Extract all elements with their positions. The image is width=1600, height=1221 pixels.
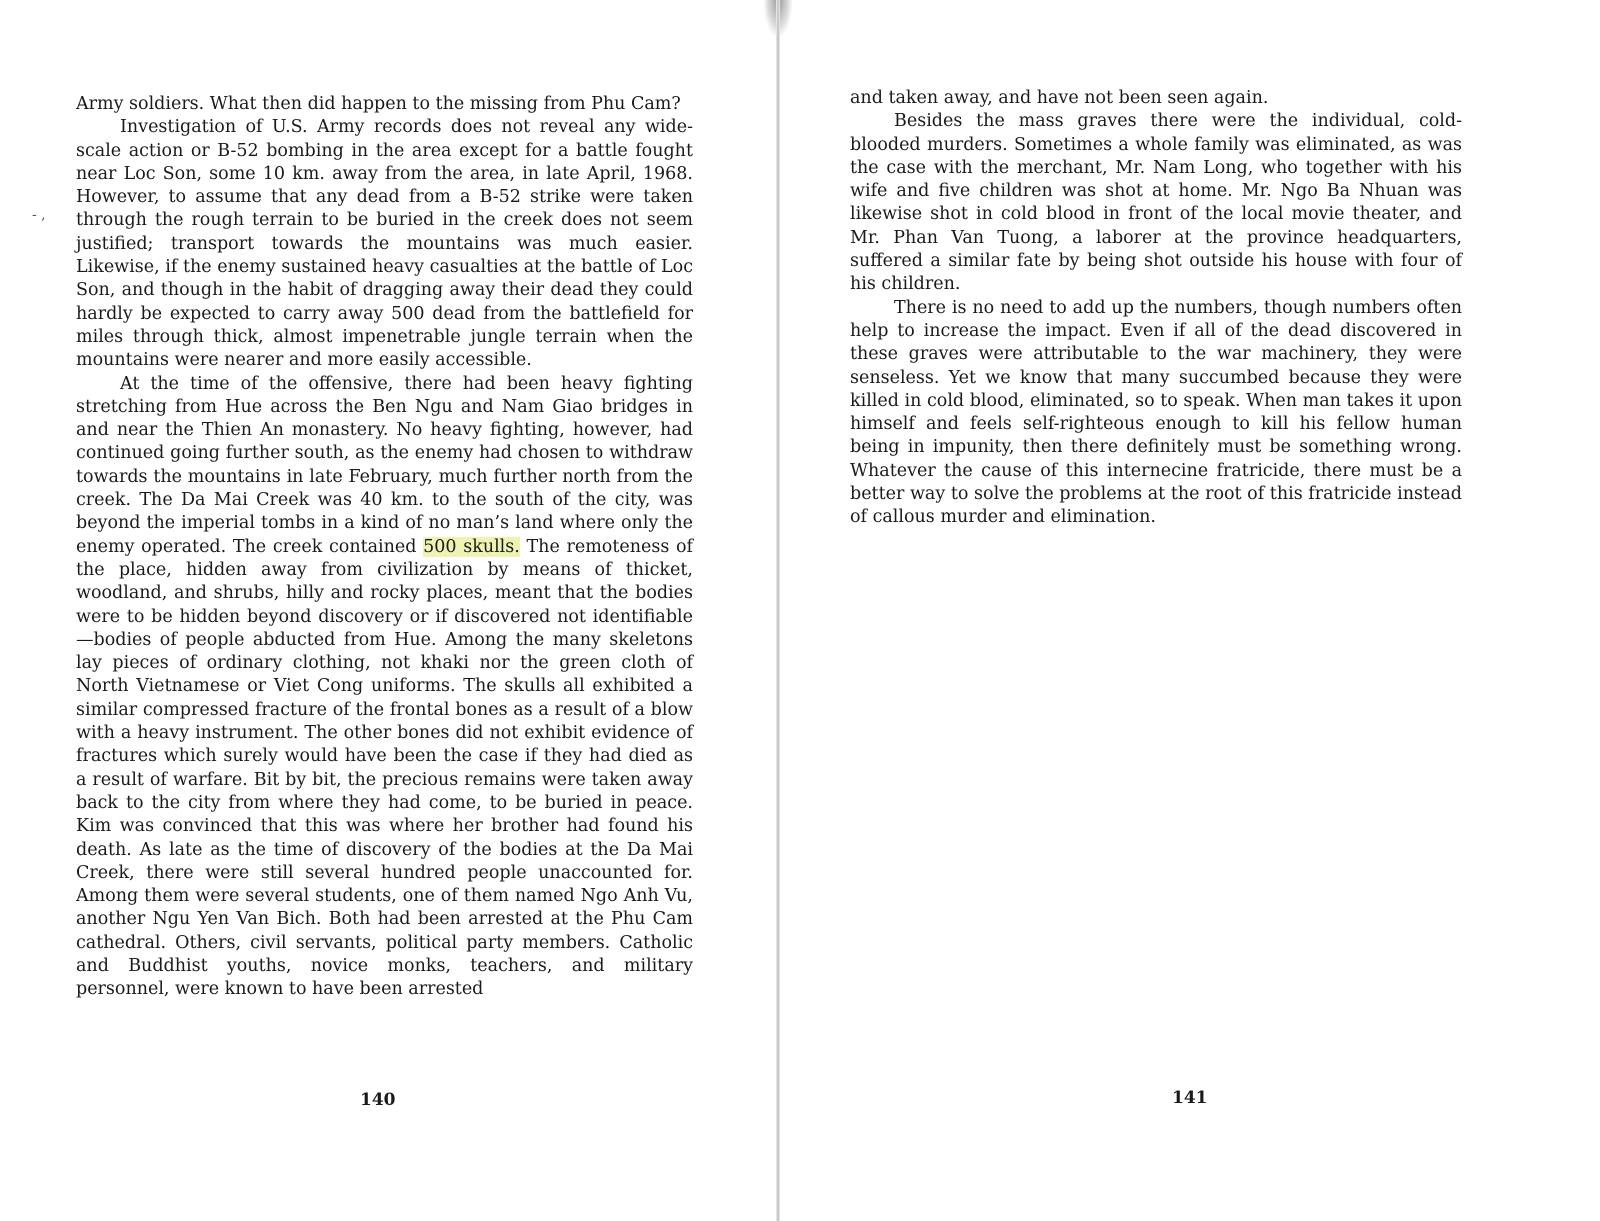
page-number-left: 140 <box>360 1090 396 1110</box>
right-paragraph-1: and taken away, and have not been seen again. <box>850 88 1269 108</box>
margin-mark: - , <box>32 207 46 223</box>
right-page <box>780 0 1600 1221</box>
right-page-text <box>850 87 1462 530</box>
left-page <box>0 0 780 1221</box>
page-number-right: 141 <box>1172 1088 1208 1108</box>
right-paragraph-3: There is no need to add up the numbers, though numbers often help to increase the impact. Even if all of the dead discovered in these graves were attributable to the war machinery, they were senseless. Yet we know that many succumbed because they were killed in cold blood, eliminated, so to speak. When man takes it upon himself and feels self-righteous enough to kill his fellow human being in impunity, then there definitely must be something wrong. Whatever the cause of this internecine fratricide, there must be a better way to solve the problems at the root of this fratricide instead of callous murder and elimination. <box>850 297 1462 528</box>
left-paragraph-3 <box>76 373 693 1002</box>
left-page-text <box>76 93 693 1002</box>
left-paragraph-3-end: The remoteness of the place, hidden away from civilization by means of thicket, woodland, and shrubs, hilly and rocky places, meant that the bodies were to be hidden beyond discovery or if discovered not identifiable—bodies of people abducted from Hue. Among the many skeletons lay pieces of ordinary clothing, not khaki nor the green cloth of North Vietnamese or Viet Cong uniforms. The skulls all exhibited a similar compressed fracture of the frontal bones as a result of a blow with a heavy instrument. The other bones did not exhibit evidence of fractures which surely would have been the case if they had died as a result of warfare. Bit by bit, the precious remains were taken away back to the city from where they had come, to be buried in peace. Kim was convinced that this was where her brother had found his death. As late as the time of discovery of the bodies at the Da Mai Creek, there were still several hundred people unaccounted for. Among them were several students, one of them named Ngo Anh Vu, another Ngu Yen Van Bich. Both had been arrested at the Phu Cam cathedral. Others, civil servants, political party members. Catholic and Buddhist youths, novice monks, teachers, and military personnel, were known to have been arrested <box>76 536 693 1000</box>
highlighted-text: 500 skulls. <box>423 536 520 557</box>
left-paragraph-1: Army soldiers. What then did happen to the missing from Phu Cam? <box>76 94 681 114</box>
left-paragraph-3-start: At the time of the offensive, there had been heavy fighting stretching from Hue across the Ben Ngu and Nam Giao bridges in and near the Thien An monastery. No heavy fighting, however, had continued going further south, as the enemy had chosen to withdraw towards the mountains in late February, much further north from the creek. The Da Mai Creek was 40 km. to the south of the city, was beyond the imperial tombs in a kind of no man’s land where only the enemy operated. The creek contained <box>76 373 693 557</box>
right-paragraph-2: Besides the mass graves there were the individual, cold-blooded murders. Sometimes a whole family was eliminated, as was the case with the merchant, Mr. Nam Long, who together with his wife and five children was shot at home. Mr. Ngo Ba Nhuan was likewise shot in cold blood in front of the local movie theater, and Mr. Phan Van Tuong, a laborer at the province headquarters, suffered a similar fate by being shot outside his house with four of his children. <box>850 111 1462 295</box>
left-paragraph-2: Investigation of U.S. Army records does not reveal any wide-scale action or B-52 bombing in the area except for a battle fought near Loc Son, some 10 km. away from the area, in late April, 1968. However, to assume that any dead from a B-52 strike were taken through the rough terrain to be buried in the creek does not seem justified; transport towards the mountains was much easier. Likewise, if the enemy sustained heavy casualties at the battle of Loc Son, and though in the habit of dragging away their dead they could hardly be expected to carry away 500 dead from the battlefield for miles through thick, almost impenetrable jungle terrain when the mountains were nearer and more easily accessible. <box>76 117 693 371</box>
